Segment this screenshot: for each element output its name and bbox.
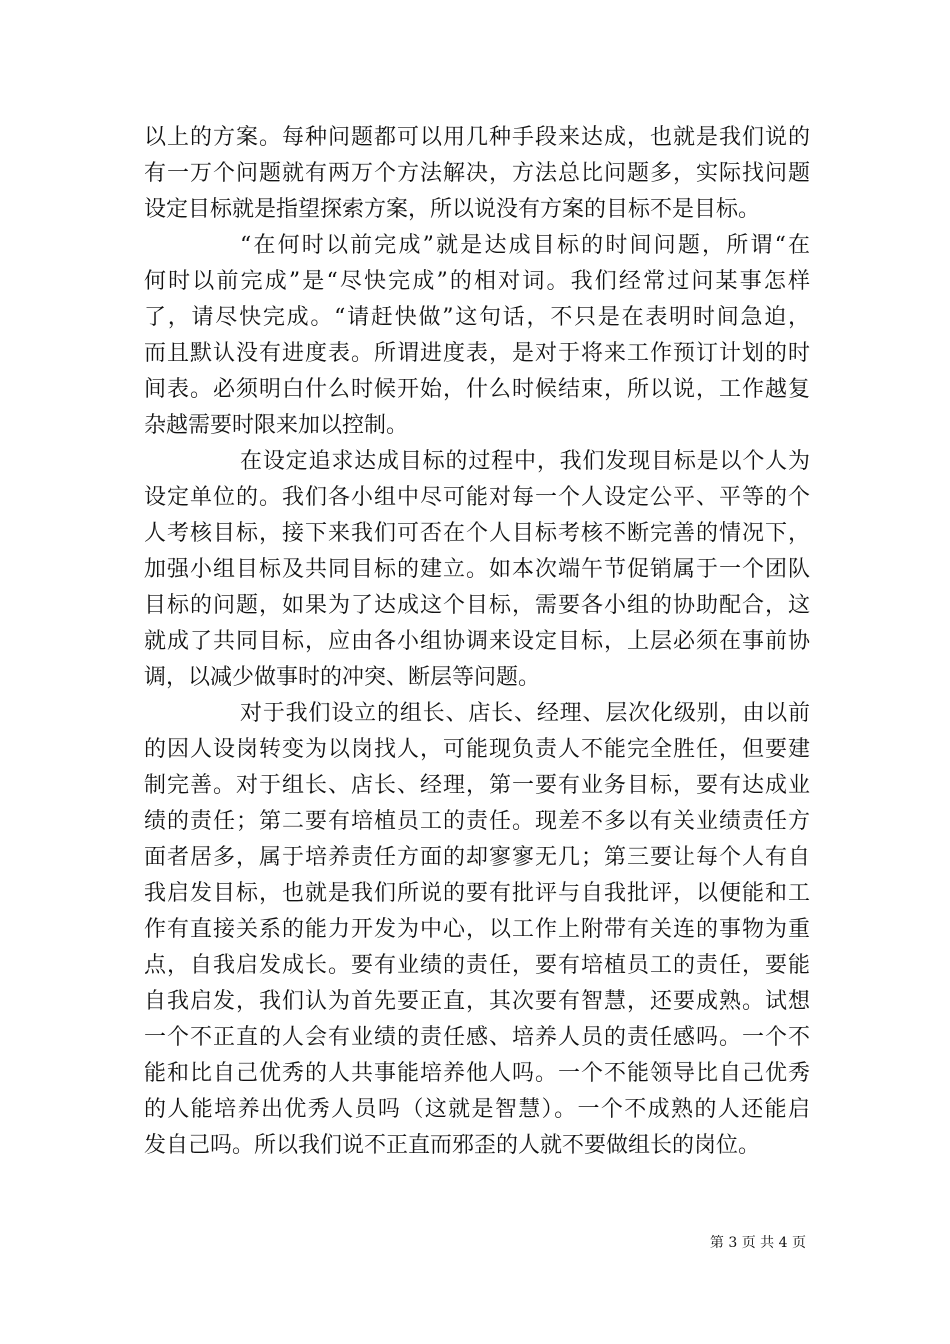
paragraph-line: 人考核目标，接下来我们可否在个人目标考核不断完善的情况下， <box>144 521 810 546</box>
paragraph-line: 有一万个问题就有两万个方法解决，方法总比问题多，实际找问题 <box>144 161 810 186</box>
paragraph-line: 对于我们设立的组长、店长、经理、层次化级别，由以前 <box>240 701 810 726</box>
paragraph-line: 制完善。对于组长、店长、经理，第一要有业务目标，要有达成业 <box>144 773 810 798</box>
page-number-footer: 第 3 页 共 4 页 <box>709 1235 806 1251</box>
paragraph-line: 了，请尽快完成。“请赶快做”这句话，不只是在表明时间急迫， <box>144 305 810 330</box>
paragraph-line: 加强小组目标及共同目标的建立。如本次端午节促销属于一个团队 <box>144 557 810 582</box>
paragraph-line: 设定目标就是指望探索方案，所以说没有方案的目标不是目标。 <box>144 197 761 222</box>
paragraph-line: 杂越需要时限来加以控制。 <box>144 413 409 438</box>
paragraph-line: 设定单位的。我们各小组中尽可能对每一个人设定公平、平等的个 <box>144 485 810 510</box>
paragraph-line: 就成了共同目标，应由各小组协调来设定目标，上层必须在事前协 <box>144 629 810 654</box>
paragraph-line: 调，以减少做事时的冲突、断层等问题。 <box>144 665 541 690</box>
paragraph-line: 而且默认没有进度表。所谓进度表，是对于将来工作预订计划的时 <box>144 341 810 366</box>
paragraph-line: 的人能培养出优秀人员吗（这就是智慧）。一个不成熟的人还能启 <box>144 1097 810 1122</box>
paragraph-line: 作有直接关系的能力开发为中心，以工作上附带有关连的事物为重 <box>144 917 810 942</box>
paragraph-line: 能和比自己优秀的人共事能培养他人吗。一个不能领导比自己优秀 <box>144 1061 810 1086</box>
paragraph-line: 何时以前完成”是“尽快完成”的相对词。我们经常过问某事怎样 <box>144 269 810 294</box>
paragraph-line: 绩的责任；第二要有培植员工的责任。现差不多以有关业绩责任方 <box>144 809 810 834</box>
paragraph-line: 点，自我启发成长。要有业绩的责任，要有培植员工的责任，要能 <box>144 953 810 978</box>
paragraph-line: 间表。必须明白什么时候开始，什么时候结束，所以说，工作越复 <box>144 377 810 402</box>
paragraph-line: 面者居多，属于培养责任方面的却寥寥无几；第三要让每个人有自 <box>144 845 810 870</box>
paragraph-line: 一个不正直的人会有业绩的责任感、培养人员的责任感吗。一个不 <box>144 1025 810 1050</box>
paragraph-line: 发自己吗。所以我们说不正直而邪歪的人就不要做组长的岗位。 <box>144 1133 761 1158</box>
paragraph-line: “在何时以前完成”就是达成目标的时间问题，所谓“在 <box>240 233 810 258</box>
paragraph-line: 的因人设岗转变为以岗找人，可能现负责人不能完全胜任，但要建 <box>144 737 810 762</box>
paragraph-line: 自我启发，我们认为首先要正直，其次要有智慧，还要成熟。试想 <box>144 989 810 1014</box>
paragraph-line: 目标的问题，如果为了达成这个目标，需要各小组的协助配合，这 <box>144 593 810 618</box>
paragraph-line: 在设定追求达成目标的过程中，我们发现目标是以个人为 <box>240 449 810 474</box>
paragraph-line: 以上的方案。每种问题都可以用几种手段来达成，也就是我们说的 <box>144 125 810 150</box>
paragraph-line: 我启发目标，也就是我们所说的要有批评与自我批评，以便能和工 <box>144 881 810 906</box>
